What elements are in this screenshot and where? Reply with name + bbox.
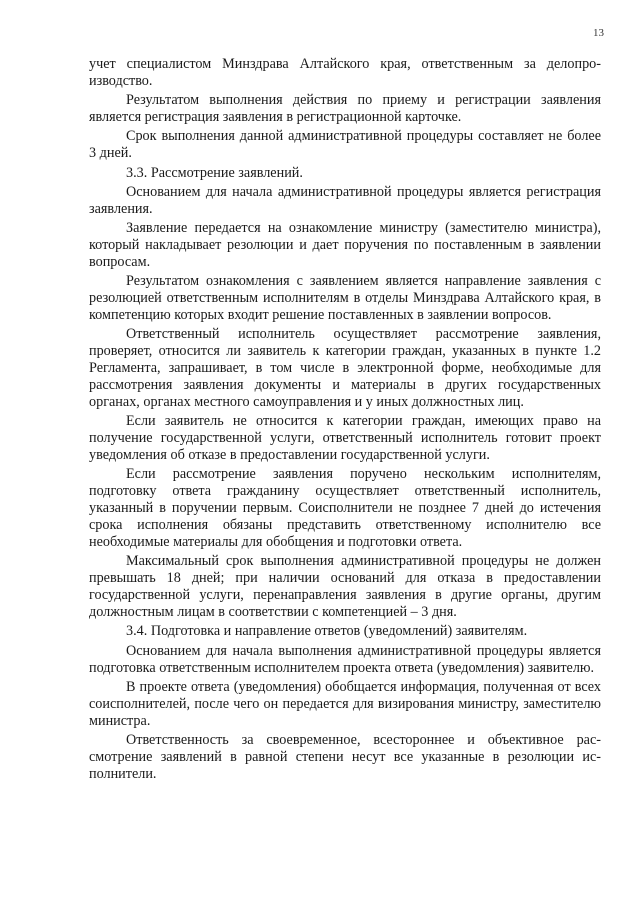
paragraph: Результатом ознакомления с заявлением является направление заявления с резолюцией ответственным исполнителям в отделы Минздрава Алтайского края, в компетенцию которых входит решение поставленных в заявлении вопросов. [89, 273, 601, 324]
paragraph: Заявление передается на ознакомление министру (заместителю министра), который накладывает резолюции и дает поручения по поставленным в заявлении вопросам. [89, 220, 601, 270]
section-heading-3-3: 3.3. Рассмотрение заявлений. [126, 164, 303, 181]
paragraph: В проекте ответа (уведомления) обобщается информация, полученная от всех соисполнителей, после чего он передается для визирования министру, заместителю министра. [89, 678, 601, 729]
paragraph: Срок выполнения данной административной процедуры составляет не более 3 дней. [89, 128, 601, 162]
section-heading-3-4: 3.4. Подготовка и направление ответов (уведомлений) заявителям. [126, 623, 528, 640]
paragraph-continuation: учет специалистом Минздрава Алтайского края, ответственным за делопроизводство. [89, 56, 601, 89]
paragraph: Ответственность за своевременное, всестороннее и объективное рассмотрение заявлений в равной степени несут все указанные в резолюции исполнители. [89, 731, 601, 782]
paragraph: Основанием для начала административной процедуры является регистрация заявления. [89, 183, 601, 217]
paragraph: Результатом выполнения действия по приему и регистрации заявления является регистрация заявления в регистрационной карточке. [89, 92, 601, 126]
page-number: 13 [593, 27, 604, 39]
paragraph: Если рассмотрение заявления поручено нескольким исполнителям, подготовку ответа гражданину осуществляет ответственный исполнитель, указанный в поручении первым. Соисполнители не позднее 7 дней до истечения срока исполнения обязаны представить ответственному исполнителю все необходимые материалы для обобщения и подготовки ответа. [89, 466, 601, 550]
paragraph: Ответственный исполнитель осуществляет рассмотрение заявления, проверяет, относится ли заявитель к категории граждан, указанных в пункте 1.2 Регламента, запрашивает, в том числе в электронной форме, необходимые для рассмотрения заявления документы и материалы в других государственных органах, органах местного самоуправления и у иных должностных лиц. [89, 326, 601, 410]
paragraph: Основанием для начала выполнения административной процедуры является подготовка ответственным исполнителем проекта ответа (уведомления) заявителю. [89, 642, 601, 676]
paragraph: Если заявитель не относится к категории граждан, имеющих право на получение государственной услуги, ответственный исполнитель готовит проект уведомления об отказе в предоставлении государственной услуги. [89, 413, 601, 464]
paragraph: Максимальный срок выполнения административной процедуры не должен превышать 18 дней; при наличии оснований для отказа в предоставлении государственной услуги, перенаправления заявления в другие органы, другим должностным лицам в соответствии с компетенцией – 3 дня. [89, 553, 601, 620]
document-body [89, 56, 601, 785]
